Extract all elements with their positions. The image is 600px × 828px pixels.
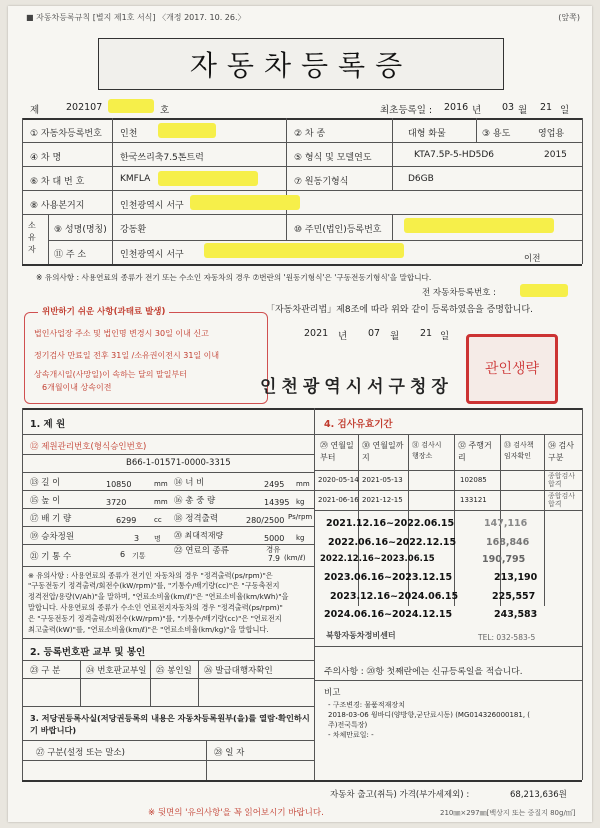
redaction-highlight <box>520 284 568 297</box>
first-reg-day: 21 <box>540 102 553 113</box>
inspection-stamp-km: 225,557 <box>492 591 536 602</box>
field-value-reg-no: 인천 <box>120 129 138 139</box>
issuer-name: 인천광역시서구청장 <box>260 377 453 397</box>
remark-line: 2018-03-06 윙바디(양방향,굳단료시동) (MG014326000181, ( <box>328 711 531 719</box>
spec-length-value: 10850 <box>106 480 132 489</box>
registration-certificate <box>8 6 592 822</box>
inspection-from: 2021-06-16 <box>318 496 359 504</box>
violation-item: 상속개시일(사망일)이 속하는 달의 말일부터 <box>34 370 187 379</box>
col-divider <box>198 660 199 706</box>
field-value-use: 영업용 <box>538 129 565 139</box>
inspection-km: 133121 <box>460 496 487 504</box>
inspection-col-to: ㉚ 연월일까지 <box>362 441 404 462</box>
spec-notice-line: 말합니다. 사용연료의 종류가 수소인 연료전지자동차의 경우 "정격출력(ps/rpm)" <box>28 603 283 612</box>
official-seal: 관인생략 <box>466 334 558 404</box>
mortgage-section-title: 3. 저당권등록사실(저당권등록의 내용은 자동차등록원부(을)를 열람·확인하시기 바랍니다) <box>30 713 310 735</box>
issue-month: 07 <box>368 328 381 339</box>
inspection-col-kind: ㉞ 검사구분 <box>548 441 574 462</box>
col-divider <box>544 434 545 606</box>
field-label-base: ⑧ 사용본거지 <box>30 201 85 211</box>
spec-width-label: ⑭ 너 비 <box>174 478 205 488</box>
inspection-stamp-period: 2023.06.16~2023.12.15 <box>324 572 453 583</box>
spec-height-value: 3720 <box>106 498 127 507</box>
col-divider <box>476 118 477 142</box>
spec-gross-unit: kg <box>296 498 305 506</box>
redaction-highlight <box>404 218 554 233</box>
col-divider <box>314 408 315 780</box>
spec-gross-value: 14395 <box>264 498 290 507</box>
mortgage-col-date: ㉘ 일 자 <box>214 748 245 758</box>
col-divider <box>582 408 583 780</box>
field-label-owner-name: ⑨ 성명(명칭) <box>54 225 107 235</box>
lower-section-top <box>22 408 582 410</box>
field-value-address: 인천광역시 서구 <box>120 250 184 260</box>
spec-mgmt-value: B66-1-01571-0000-3315 <box>126 458 231 468</box>
field-value-car-type: 대형 화물 <box>408 129 446 139</box>
note-text: 주의사항 : ⑳항 첫째란에는 신규등록일을 적습니다. <box>324 667 523 677</box>
violation-warning-title: 위반하기 쉬운 사항(과태료 발생) <box>38 305 169 317</box>
footer-paper: 210㎜×297㎜[백상지 또는 중질지 80g/㎡] <box>440 809 576 817</box>
row-divider <box>22 472 314 473</box>
spec-seats-unit: 명 <box>154 535 161 543</box>
spec-notice-line: 은 "구동전동기 정격출력/회전수(kW/rpm)"를, "기통수/배기량(cc)"은 "연료전지 <box>28 614 282 623</box>
spec-notice-line: 최고출력(kW)"를, "연료소비율(km/ℓ)"은 "연료소비율(km/kg)"을 말합니다. <box>28 625 269 634</box>
spec-width-value: 2495 <box>264 480 285 489</box>
row-divider <box>314 510 582 511</box>
row-divider <box>314 680 582 681</box>
footer-notice: ※ 뒷면의 '유의사항'을 꼭 읽어보시기 바랍니다. <box>148 808 324 818</box>
row-divider <box>22 434 314 435</box>
col-divider <box>392 118 393 190</box>
spec-width-unit: mm <box>296 480 310 488</box>
issue-day-unit: 일 <box>440 331 450 342</box>
spec-load-unit: kg <box>296 534 305 542</box>
spec-disp-value: 6299 <box>116 516 137 525</box>
row-divider <box>22 454 314 455</box>
inspection-col-place: ㉛ 검사시행장소 <box>412 441 442 460</box>
field-label-id-no: ⑩ 주민(법인)등록번호 <box>294 225 382 235</box>
price-label: 자동차 출고(취득) 가격(부가세제외) : <box>330 790 470 800</box>
inspection-stamp-km: 243,583 <box>494 609 538 620</box>
reg-no-suffix: 호 <box>160 105 170 116</box>
inspection-from: 2020-05-14 <box>318 476 359 484</box>
issue-year-unit: 년 <box>338 331 348 342</box>
spec-length-unit: mm <box>154 480 168 488</box>
spec-notice-line: 정격전압/용량(V/Ah)"을 말하며, "연료소비율(km/ℓ)"은 "연료소비율(km/kWh)"을 <box>28 592 289 601</box>
violation-item: 법인사업장 주소 및 법인명 변경시 30일 이내 신고 <box>34 329 209 338</box>
col-divider <box>112 118 113 264</box>
inspection-stamp-period: 2024.06.16~2024.12.15 <box>324 609 453 620</box>
field-label-car-type: ② 차 종 <box>294 129 326 139</box>
spec-section-title: 1. 제 원 <box>30 419 66 430</box>
spec-height-unit: mm <box>154 498 168 506</box>
row-divider <box>314 470 582 471</box>
remark-line: 주)전국특장) <box>328 721 368 729</box>
spec-eff-unit: (km/ℓ) <box>284 554 306 562</box>
spec-height-label: ⑮ 높 이 <box>30 496 61 506</box>
field-label-address: ⑪ 주 소 <box>54 250 87 260</box>
inspection-km: 102085 <box>460 476 487 484</box>
spec-fuel-label: ㉒ 연료의 종류 <box>174 546 229 556</box>
issue-day: 21 <box>420 328 433 339</box>
spec-gross-label: ⑯ 총 중 량 <box>174 496 216 506</box>
inspection-stamp-period: 2022.12.16~2023.06.15 <box>320 554 435 564</box>
spec-cyl-unit: 기통 <box>132 552 146 560</box>
field-value-model-year: 2015 <box>544 150 567 160</box>
row-divider <box>22 214 582 215</box>
prev-label: 이전 <box>524 254 541 264</box>
violation-item: 6개월이내 상속이전 <box>42 383 112 392</box>
remark-line: - 구조변경: 물품적재장치 <box>328 701 405 709</box>
redaction-highlight <box>158 123 216 138</box>
lower-section-bottom <box>22 780 582 782</box>
spec-notice-line: ※ 유의사항 : 사용연료의 종류가 전기인 자동차의 경우 "정격출력(ps/rpm)"은 <box>28 571 273 580</box>
inspection-col-km: ㉜ 주행거리 <box>458 441 492 462</box>
field-label-reg-no: ① 자동차등록번호 <box>30 129 102 139</box>
row-divider <box>22 142 582 143</box>
field-label-model: ⑤ 형식 및 모델연도 <box>294 153 372 163</box>
inspection-stamp-period: 2021.12.16~2022.06.15 <box>326 518 455 529</box>
field-label-use: ③ 용도 <box>482 129 511 139</box>
inspection-stamp-km: 190,795 <box>482 554 526 565</box>
col-divider <box>286 214 287 240</box>
spec-mgmt-label: ⑫ 제원관리번호(형식승인번호) <box>30 442 147 452</box>
inspection-col-from: ㉙ 연월일부터 <box>320 441 354 462</box>
owner-label: 소유자 <box>28 221 36 254</box>
field-label-vin: ⑥ 차 대 번 호 <box>30 177 85 187</box>
first-reg-year: 2016 <box>444 102 469 113</box>
row-divider <box>22 638 314 639</box>
first-reg-year-unit: 년 <box>472 105 482 116</box>
col-divider <box>80 660 81 706</box>
row-divider <box>314 490 582 491</box>
row-divider <box>22 190 582 191</box>
row-divider <box>22 526 314 527</box>
reg-no-value: 202107 <box>66 102 103 113</box>
row-divider <box>22 760 314 761</box>
inspection-to: 2021-05-13 <box>362 476 403 484</box>
regulation-header: ■ 자동차등록규칙 [별지 제1호 서식] 〈개정 2017. 10. 26.〉 <box>26 13 246 22</box>
side-note: (앞쪽) <box>558 13 580 22</box>
first-reg-month: 03 <box>502 102 515 113</box>
first-reg-month-unit: 월 <box>518 105 528 116</box>
spec-disp-unit: cc <box>154 516 162 524</box>
row-divider <box>314 434 582 435</box>
inspection-stamp-km: 213,190 <box>494 572 538 583</box>
col-divider <box>150 660 151 706</box>
price-value: 68,213,636원 <box>510 790 567 800</box>
violation-item: 정기검사 만료일 전후 31일 /소유권이전시 31일 이내 <box>34 351 220 360</box>
table-bottom-border <box>22 264 582 266</box>
spec-power-unit: Ps/rpm <box>288 513 313 521</box>
inspection-to: 2021-12-15 <box>362 496 403 504</box>
field-value-base: 인천광역시 서구 <box>120 201 184 211</box>
row-divider <box>22 490 314 491</box>
field-value-car-name: 한국쓰리축7.5톤트럭 <box>120 153 204 163</box>
plate-col-agent: ㉖ 발급대행자확인 <box>204 666 273 676</box>
spec-seats-value: 3 <box>134 534 140 543</box>
first-reg-label: 최초등록일 : <box>380 105 433 116</box>
prev-reg-label: 전 자동차등록번호 : <box>422 288 496 298</box>
spec-notice-line: "구동전동기 정격출력/회전수(kW/rpm)"를, "기통수/배기량(cc)"은 "구동축전지 <box>28 581 280 590</box>
field-label-car-name: ④ 차 명 <box>30 153 62 163</box>
row-divider <box>48 240 582 241</box>
table-top-border <box>22 118 582 120</box>
plate-col-sealed: ㉕ 봉인일 <box>156 666 192 676</box>
col-divider <box>48 214 49 264</box>
reg-no-label: 제 <box>30 105 40 116</box>
redaction-highlight <box>108 99 154 113</box>
inspection-tel: TEL: 032-583-5 <box>478 633 536 642</box>
spec-eff-value: 7.9 <box>268 554 280 563</box>
law-text: 「자동차관리법」제8조에 따라 위와 같이 등록하였음을 증명합니다. <box>266 305 533 315</box>
first-reg-day-unit: 일 <box>560 105 570 116</box>
spec-disp-label: ⑰ 배 기 량 <box>30 514 72 524</box>
inspection-stamp-period: 2022.06.16~2022.12.15 <box>328 537 457 548</box>
spec-load-label: ⑳ 최대적재량 <box>174 531 224 540</box>
spec-power-value: 280/2500 <box>246 516 285 525</box>
spec-fuel-value: 경유 <box>266 545 281 554</box>
inspection-stamp-km: 147,116 <box>484 518 528 529</box>
issue-year: 2021 <box>304 328 329 339</box>
spec-cyl-value: 6 <box>120 550 126 559</box>
inspection-office: 북항자동차정비센터 <box>326 631 396 640</box>
row-divider <box>22 566 314 567</box>
row-divider <box>22 166 582 167</box>
row-divider <box>22 678 314 679</box>
redaction-highlight <box>204 243 404 258</box>
inspection-kind: 종합검사 합격 <box>548 472 576 488</box>
col-divider <box>582 118 583 264</box>
spec-seats-label: ⑲ 승차정원 <box>30 532 75 542</box>
remark-label: 비고 <box>324 688 341 698</box>
col-divider <box>392 214 393 240</box>
field-value-vin: KMFLA <box>120 174 151 184</box>
issue-month-unit: 월 <box>390 331 400 342</box>
plate-col-kind: ㉓ 구 분 <box>30 666 61 676</box>
redaction-highlight <box>158 171 258 186</box>
plate-section-title: 2. 등록번호판 교부 및 봉인 <box>30 647 146 658</box>
mortgage-col-kind: ㉗ 구분(설정 또는 말소) <box>36 748 125 758</box>
inspection-section-title: 4. 검사유효기간 <box>324 419 393 430</box>
inspection-stamp-period: 2023.12.16~2024.06.15 <box>330 591 459 602</box>
spec-load-value: 5000 <box>264 534 285 543</box>
row-divider <box>22 660 314 661</box>
remark-line: - 차체만료일: - <box>328 731 374 739</box>
row-divider <box>314 646 582 647</box>
row-divider <box>22 706 314 707</box>
col-divider <box>22 408 23 780</box>
page-title: 자동차등록증 <box>98 38 504 90</box>
row-divider <box>22 740 314 741</box>
col-divider <box>22 118 23 264</box>
field-value-owner-name: 강동환 <box>120 225 147 235</box>
field-value-engine: D6GB <box>408 174 434 184</box>
spec-length-label: ⑬ 길 이 <box>30 478 61 488</box>
spec-cyl-label: ㉑ 기 통 수 <box>30 552 72 562</box>
field-value-model: KTA7.5P-5-HD5D6 <box>414 150 495 160</box>
redaction-highlight <box>190 195 300 210</box>
field-label-engine: ⑦ 원동기형식 <box>294 177 349 187</box>
inspection-col-officer: ㉝ 검사책임자확인 <box>504 441 534 460</box>
notice-text: ※ 유의사항 : 사용연료의 종류가 전기 또는 수소인 자동차의 경우 ⑦번란의 '원동기형식'은 '구동전동기형식'을 말합니다. <box>36 273 432 282</box>
inspection-stamp-km: 168,846 <box>486 537 530 548</box>
inspection-kind: 종합검사 합격 <box>548 492 576 508</box>
plate-col-issued: ㉔ 번호판교부일 <box>86 666 147 676</box>
spec-power-label: ⑱ 정격출력 <box>174 514 219 524</box>
row-divider <box>22 508 314 509</box>
